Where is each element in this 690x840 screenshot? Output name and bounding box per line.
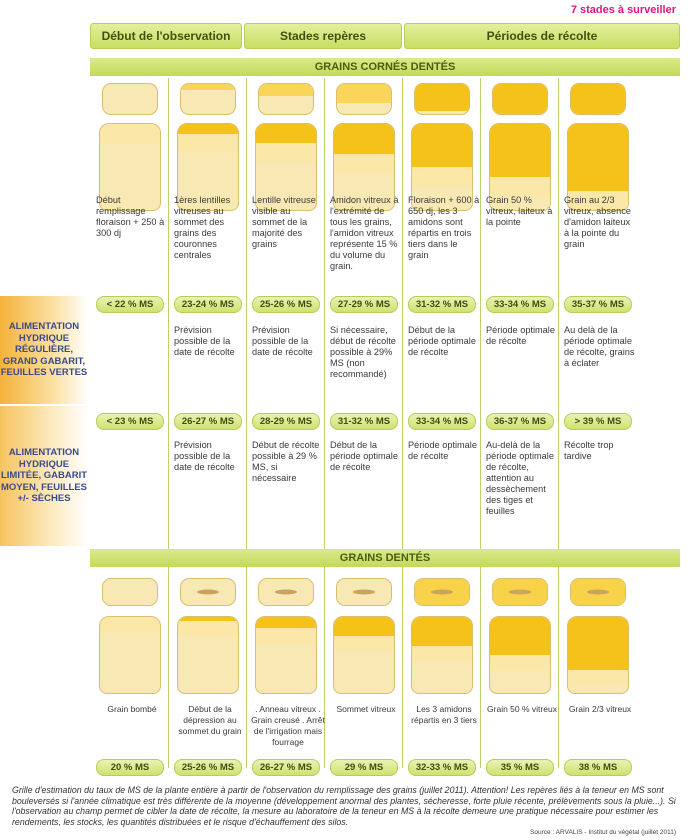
dry-matter-badge: 27-29 % MS — [330, 296, 398, 313]
section-title-dented: GRAINS DENTÉS — [90, 549, 680, 567]
figure-caption: Grille d'estimation du taux de MS de la plante entière à partir de l'observation du remplissage des grains (juillet 2011). Attention! Les repères liés à la teneur en MS sont bouleversés si l'année climatique est très différente de la moyenne (développement anormal des plantes, sécheresse, forte pluie récente, prélèvements sous la pluie...). Si l'observation au champ permet de cibler la date de récolte, la mesure au laboratoire de la teneur en MS à la récolte demeure une pratique nécessaire pour estimer les rendements, les stocks, les quantités distribuées et le risque d'échauffement des silos. — [12, 785, 676, 827]
kernel-top-view — [180, 578, 236, 606]
kernel-illustration — [172, 578, 244, 694]
kernel-top-view — [102, 578, 158, 606]
harvest-note: Début de la période optimale de récolte — [330, 440, 398, 472]
dry-matter-badge: 31-32 % MS — [330, 413, 398, 430]
kernel-top-view — [336, 83, 392, 115]
stage-description: Grain 2/3 vitreux — [568, 704, 632, 714]
kernel-illustration — [328, 83, 400, 211]
stage-description: Grain 50 % vitreux — [487, 704, 557, 714]
stage-description: Début de la dépression au sommet du grain — [178, 704, 242, 736]
harvest-note: Prévision possible de la date de récolte — [174, 325, 235, 357]
sidebar-regular-water: ALIMENTATION HYDRIQUE RÉGULIÈRE, GRAND GABARIT, FEUILLES VERTES — [0, 296, 88, 404]
dry-matter-badge: 36-37 % MS — [486, 413, 554, 430]
stage-description: Grain bombé — [107, 704, 157, 714]
stage-description: Début remplissage floraison + 250 à 300 dj — [96, 195, 165, 238]
kernel-illustration — [562, 83, 634, 211]
kernel-top-view — [492, 83, 548, 115]
dry-matter-badge: 33-34 % MS — [486, 296, 554, 313]
kernel-cross-section — [333, 616, 395, 694]
source-note: Source : ARVALIS - Institut du végétal (juillet 2011) — [530, 829, 676, 836]
kernel-illustration — [250, 83, 322, 211]
harvest-note: Période optimale de récolte — [408, 440, 477, 461]
header-reference-stages: Stades repères — [244, 23, 402, 49]
stage-description: Lentille vitreuse visible au sommet de la majorité des grains — [252, 195, 316, 249]
kernel-illustration — [484, 83, 556, 211]
kernel-top-view — [492, 578, 548, 606]
harvest-note: Début de la période optimale de récolte — [408, 325, 476, 357]
section-title-dented-horny: GRAINS CORNÉS DENTÉS — [90, 58, 680, 76]
dry-matter-badge: 35 % MS — [486, 759, 554, 776]
stage-description: Grain au 2/3 vitreux, absence d'amidon laiteux à la pointe du grain — [564, 195, 631, 249]
kernel-illustration — [328, 578, 400, 694]
harvest-note: Début de récolte possible à 29 % MS, si nécessaire — [252, 440, 320, 483]
stage-description: Floraison + 600 à 650 dj, les 3 amidons sont répartis en trois tiers dans le grain — [408, 195, 480, 260]
harvest-note: Prévision possible de la date de récolte — [252, 325, 313, 357]
stage-description: Grain 50 % vitreux, laiteux à la pointe — [486, 195, 553, 227]
stage-description: Sommet vitreux — [336, 704, 396, 714]
kernel-cross-section — [99, 616, 161, 694]
kernel-illustration — [406, 578, 478, 694]
kernel-cross-section — [411, 616, 473, 694]
kernel-cross-section — [177, 616, 239, 694]
dry-matter-badge: 29 % MS — [330, 759, 398, 776]
stage-description: 1ères lentilles vitreuses au sommet des grains des couronnes centrales — [174, 195, 231, 260]
kernel-illustration — [94, 83, 166, 211]
stage-description: . Anneau vitreux . Grain creusé . Arrêt de l'irrigation mais fourrage — [251, 704, 325, 747]
kernel-top-view — [570, 83, 626, 115]
kernel-illustration — [484, 578, 556, 694]
dry-matter-badge: 31-32 % MS — [408, 296, 476, 313]
kernel-illustration — [250, 578, 322, 694]
harvest-note: Au delà de la période optimale de récolte, grains à éclater — [564, 325, 635, 368]
kernel-top-view — [414, 578, 470, 606]
kernel-top-view — [570, 578, 626, 606]
harvest-note: Prévision possible de la date de récolte — [174, 440, 235, 472]
header-start-observation: Début de l'observation — [90, 23, 242, 49]
kernel-illustration — [94, 578, 166, 694]
stage-description: Les 3 amidons répartis en 3 tiers — [411, 704, 477, 725]
harvest-note: Au-delà de la période optimale de récolte, attention au dessèchement des tiges et feuilles — [486, 440, 554, 516]
header-harvest-periods: Périodes de récolte — [404, 23, 680, 49]
dry-matter-badge: > 39 % MS — [564, 413, 632, 430]
stage-description: Amidon vitreux à l'extrémité de tous les grains, l'amidon vitreux représente 15 % du volume du grain. — [330, 195, 399, 271]
kernel-top-view — [180, 83, 236, 115]
kernel-top-view — [258, 83, 314, 115]
dry-matter-badge: 33-34 % MS — [408, 413, 476, 430]
kernel-cross-section — [255, 616, 317, 694]
kernel-top-view — [336, 578, 392, 606]
dry-matter-badge: 23-24 % MS — [174, 296, 242, 313]
kernel-cross-section — [567, 616, 629, 694]
kernel-illustration — [172, 83, 244, 211]
dry-matter-badge: 32-33 % MS — [408, 759, 476, 776]
dry-matter-badge: < 23 % MS — [96, 413, 164, 430]
dry-matter-badge: 25-26 % MS — [174, 759, 242, 776]
harvest-note: Si nécessaire, début de récolte possible à 29% MS (non recommandé) — [330, 325, 396, 379]
dry-matter-badge: 28-29 % MS — [252, 413, 320, 430]
stages-count-label: 7 stades à surveiller — [570, 4, 676, 16]
dry-matter-badge: 26-27 % MS — [174, 413, 242, 430]
dry-matter-badge: < 22 % MS — [96, 296, 164, 313]
harvest-note: Récolte trop tardive — [564, 440, 614, 461]
dry-matter-badge: 20 % MS — [96, 759, 164, 776]
dry-matter-badge: 26-27 % MS — [252, 759, 320, 776]
kernel-cross-section — [489, 616, 551, 694]
kernel-top-view — [258, 578, 314, 606]
kernel-illustration — [406, 83, 478, 211]
sidebar-limited-water: ALIMENTATION HYDRIQUE LIMITÉE, GABARIT MOYEN, FEUILLES +/- SÈCHES — [0, 406, 88, 546]
kernel-top-view — [414, 83, 470, 115]
harvest-note: Période optimale de récolte — [486, 325, 555, 346]
kernel-illustration — [562, 578, 634, 694]
dry-matter-badge: 25-26 % MS — [252, 296, 320, 313]
dry-matter-badge: 38 % MS — [564, 759, 632, 776]
kernel-top-view — [102, 83, 158, 115]
dry-matter-badge: 35-37 % MS — [564, 296, 632, 313]
